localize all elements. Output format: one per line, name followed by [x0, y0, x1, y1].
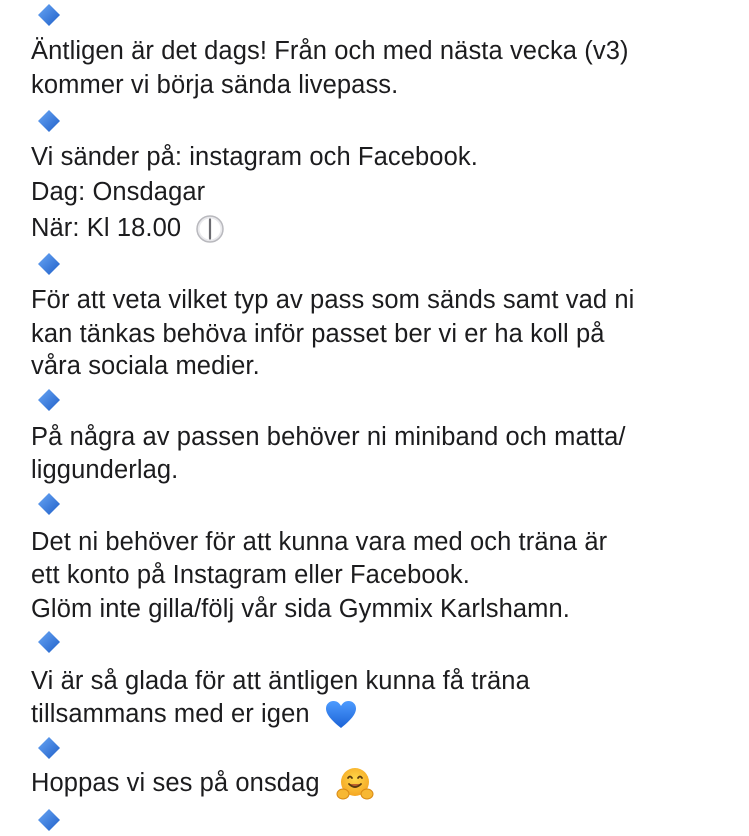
post-text-line: Hoppas vi ses på onsdag: [31, 769, 320, 797]
blue-diamond-icon: [37, 808, 61, 832]
post-text-line: våra sociala medier.: [31, 352, 260, 380]
blue-diamond-icon: [37, 492, 61, 516]
blue-diamond-icon: [37, 630, 61, 654]
post-text-line: När: Kl 18.00: [31, 214, 182, 242]
post-text-line: Vi är så glada för att äntligen kunna få träna: [31, 667, 530, 695]
post-text-line: Vi sänder på: instagram och Facebook.: [31, 143, 478, 171]
blue-diamond-icon: [37, 109, 61, 133]
post-text-line: kommer vi börja sända livepass.: [31, 71, 399, 99]
post-text-line: På några av passen behöver ni miniband och matta/: [31, 423, 626, 451]
blue-heart-icon: [325, 700, 357, 730]
post-text-line: Äntligen är det dags! Från och med nästa vecka (v3): [31, 37, 629, 65]
blue-diamond-icon: [37, 388, 61, 412]
post-text-line: ett konto på Instagram eller Facebook.: [31, 561, 470, 589]
post-text-line: kan tänkas behöva inför passet ber vi er ha koll på: [31, 320, 605, 348]
blue-diamond-icon: [37, 3, 61, 27]
post-time-line: [31, 211, 224, 245]
post-text-line: Det ni behöver för att kunna vara med och träna är: [31, 528, 608, 556]
post-text-line: liggunderlag.: [31, 456, 179, 484]
clock-icon: [196, 215, 224, 243]
hugging-face-icon: [335, 766, 375, 802]
post-heart-line: [31, 697, 357, 731]
post-text-line: Dag: Onsdagar: [31, 178, 206, 206]
blue-diamond-icon: [37, 736, 61, 760]
post-text-line: För att veta vilket typ av pass som sänds samt vad ni: [31, 286, 635, 314]
blue-diamond-icon: [37, 252, 61, 276]
post-text-line: Glöm inte gilla/följ vår sida Gymmix Karlshamn.: [31, 595, 570, 623]
post-text-line: tillsammans med er igen: [31, 700, 310, 728]
post-hug-line: [31, 766, 375, 802]
